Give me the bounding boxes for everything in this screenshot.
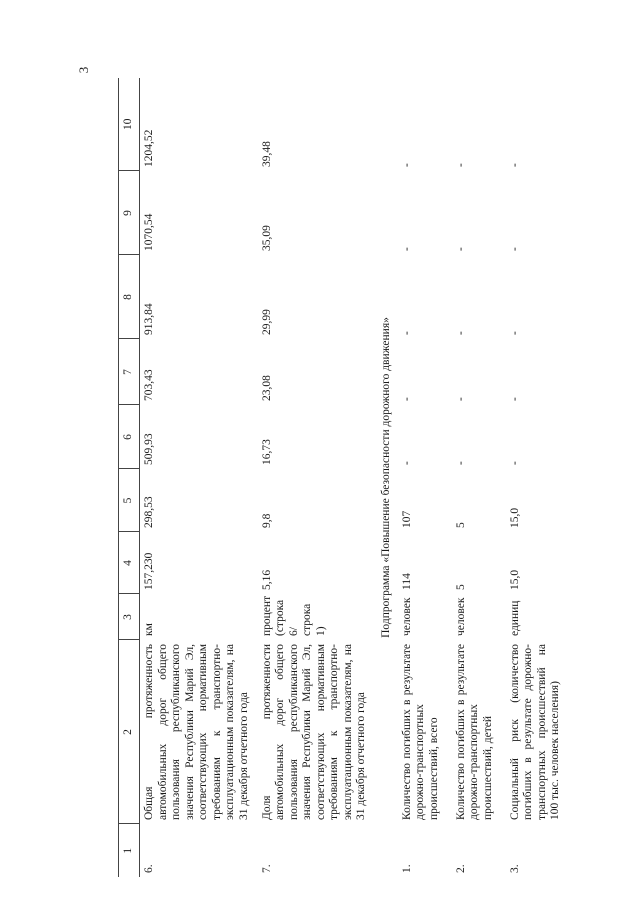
table-row (506, 78, 566, 877)
value-cell: 16,73 (260, 439, 273, 465)
indicators-table (118, 78, 566, 877)
value-cell: 509,93 (143, 433, 155, 465)
value-cell: - (400, 331, 413, 335)
value-cell: 39,48 (260, 141, 273, 167)
value-cell: 9,8 (260, 513, 273, 528)
value-cell: - (400, 461, 413, 465)
value-cell: - (508, 461, 521, 465)
value-cell: - (508, 397, 521, 401)
table-row (255, 78, 373, 877)
value-cell: 5 (454, 522, 467, 528)
value-cell: 29,99 (260, 309, 273, 335)
header-col-8: 8 (119, 255, 140, 339)
value-cell: 23,08 (260, 375, 273, 401)
value-cell: - (454, 397, 467, 401)
header-row (119, 78, 140, 877)
value-cell: - (400, 247, 413, 251)
value-cell: 703,43 (143, 369, 155, 401)
header-col-4: 4 (119, 532, 140, 594)
value-cell: - (454, 247, 467, 251)
header-col-9: 9 (119, 171, 140, 255)
indicator-name: Доля протяженности автомобильных дорог общего пользования республиканского значения Республики Марий Эл, соответствующих нормативным требованиям к транспортно-эксплуатационным показателям, на 31 декабря отчетного года (260, 644, 368, 820)
row-number: 3. (508, 864, 521, 873)
value-cell: 35,09 (260, 225, 273, 251)
row-number: 6. (143, 864, 155, 873)
value-cell: 114 (400, 573, 413, 590)
unit-cell: человек (400, 597, 413, 636)
value-cell: 1204,52 (143, 129, 155, 167)
value-cell: 5,16 (260, 569, 273, 590)
header-col-1: 1 (119, 824, 140, 877)
value-cell: 1070,54 (143, 213, 155, 251)
header-col-6: 6 (119, 405, 140, 469)
row-number: 7. (260, 864, 273, 873)
value-cell: - (400, 397, 413, 401)
header-col-3: 3 (119, 594, 140, 640)
value-cell: 913,84 (143, 303, 155, 335)
header-col-7: 7 (119, 339, 140, 405)
value-cell: 15,0 (508, 569, 521, 590)
subprogram-title: Подпрограмма «Повышение безопасности дорожного движения» (380, 317, 392, 638)
row-number: 2. (454, 864, 467, 873)
page-number: 3 (76, 66, 91, 74)
header-col-10: 10 (119, 78, 140, 171)
value-cell: - (508, 331, 521, 335)
indicator-name: Количество погибших в результате дорожно-транспортных происшествий, детей (454, 644, 494, 820)
table-row (398, 78, 452, 877)
value-cell: 5 (454, 584, 467, 590)
value-cell: - (454, 331, 467, 335)
value-cell: - (508, 247, 521, 251)
unit-cell: человек (454, 597, 467, 636)
value-cell: 107 (400, 510, 413, 528)
value-cell: 157,230 (143, 552, 155, 590)
value-cell: - (454, 163, 467, 167)
indicator-name: Социальный риск (количество погибших в результате дорожно-транспортных происшествий на 100 тыс. человек населения) (508, 644, 562, 820)
subprogram-row (372, 78, 398, 877)
unit-cell: единиц (508, 600, 521, 636)
table-row (452, 78, 506, 877)
indicator-name: Количество погибших в результате дорожно-транспортных происшествий, всего (400, 644, 440, 820)
row-number: 1. (400, 864, 413, 873)
table-row (140, 78, 255, 877)
header-col-2: 2 (119, 640, 140, 824)
value-cell: - (400, 163, 413, 167)
value-cell: 15,0 (508, 507, 521, 528)
unit-cell: процент (строка 6/ строка 1) (260, 595, 327, 636)
value-cell: 298,53 (143, 496, 155, 528)
value-cell: - (508, 163, 521, 167)
value-cell: - (454, 461, 467, 465)
header-col-5: 5 (119, 469, 140, 532)
unit-cell: км (143, 623, 155, 636)
rotated-table-container (118, 78, 562, 877)
indicator-name: Общая протяженность автомобильных дорог общего пользования республиканского значения Республики Марий Эл, соответствующих нормативным требованиям к транспортно-эксплуатационным показателям, на 31 декабря отчетного года (143, 644, 250, 820)
